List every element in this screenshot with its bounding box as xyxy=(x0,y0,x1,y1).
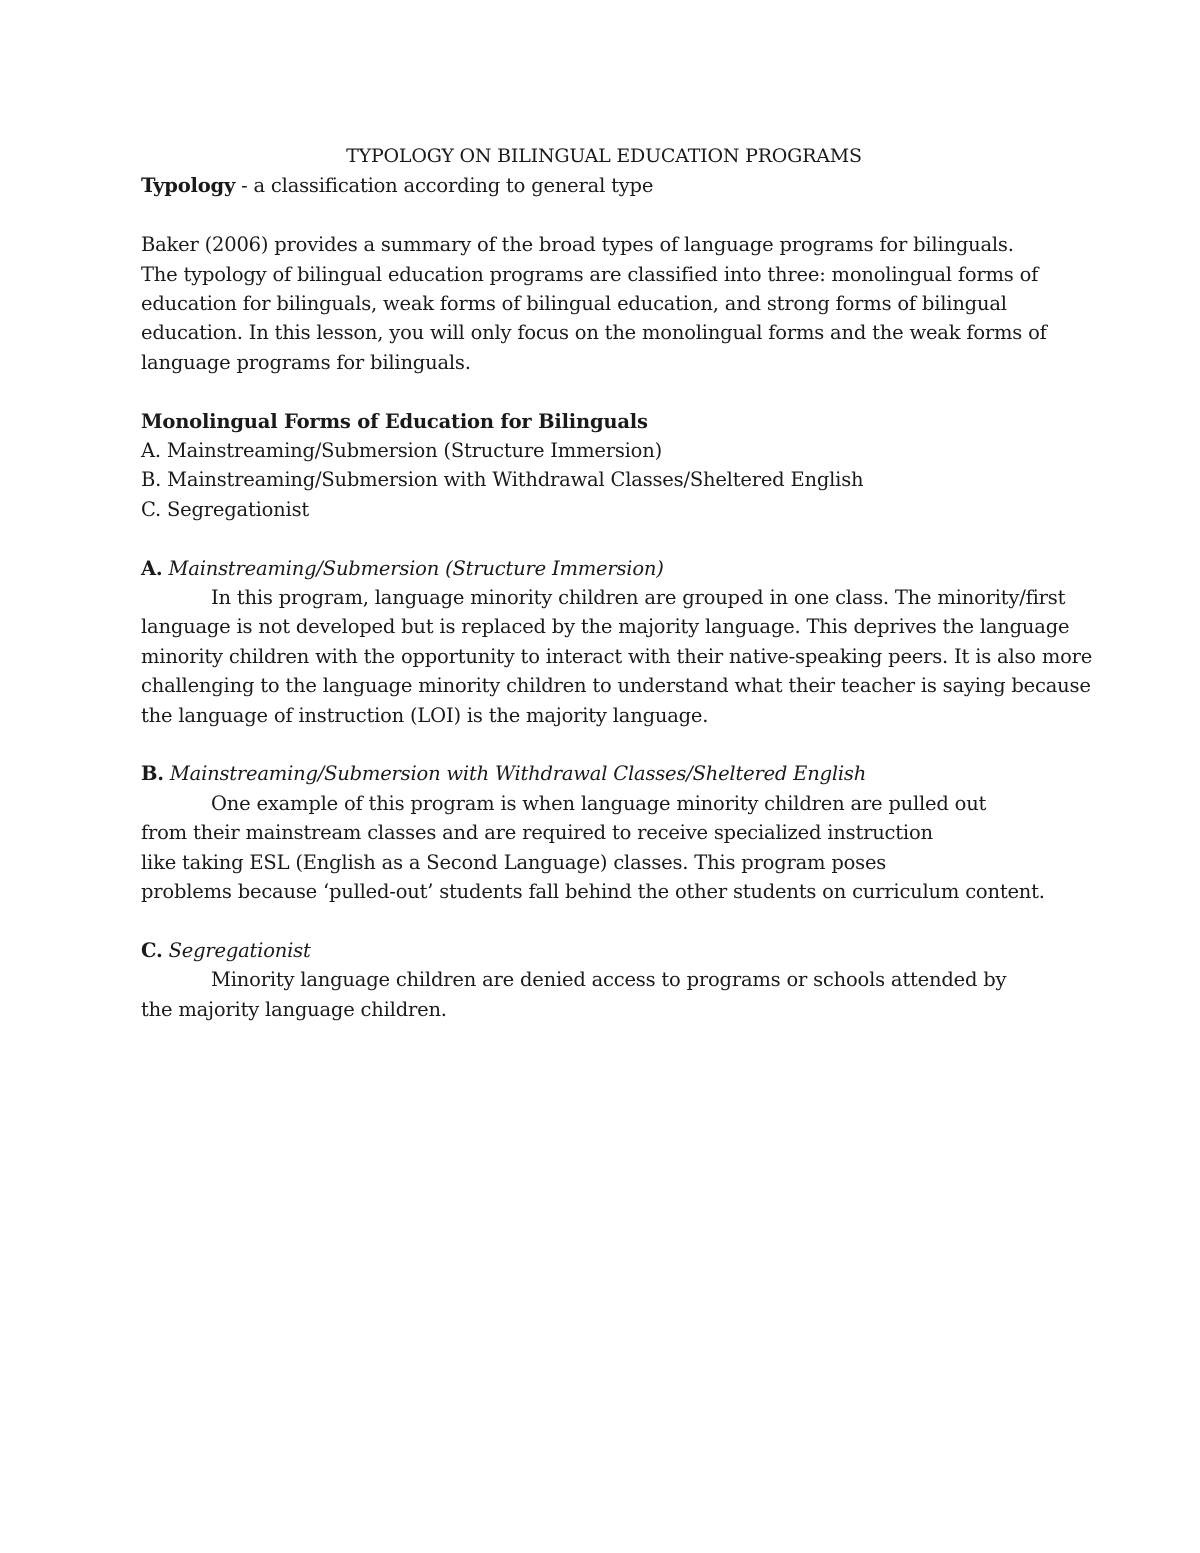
intro-line: language programs for bilinguals. xyxy=(141,350,471,374)
section-line: the language of instruction (LOI) is the majority language. xyxy=(141,703,709,727)
list-item: A. Mainstreaming/Submersion (Structure Immersion) xyxy=(141,439,662,463)
section-line: In this program, language minority children are grouped in one class. The minority/first xyxy=(211,586,1066,610)
section-line: Minority language children are denied access to programs or schools attended by xyxy=(211,968,1007,992)
section-line: problems because ‘pulled-out’ students fall behind the other students on curriculum content. xyxy=(141,880,1045,904)
intro-paragraph xyxy=(141,230,1071,377)
spacer xyxy=(141,730,1071,759)
section-name: Mainstreaming/Submersion (Structure Immersion) xyxy=(162,556,664,580)
document-page xyxy=(141,142,1093,1024)
page-title: TYPOLOGY ON BILINGUAL EDUCATION PROGRAMS xyxy=(346,145,862,167)
section-line: minority children with the opportunity to interact with their native-speaking peers. It is also more xyxy=(141,644,1093,668)
intro-line: education. In this lesson, you will only focus on the monolingual forms and the weak forms of xyxy=(141,321,1047,345)
intro-line: Baker (2006) provides a summary of the broad types of language programs for bilinguals. xyxy=(141,233,1014,257)
section-heading xyxy=(141,759,1071,788)
monolingual-list xyxy=(141,407,1071,525)
intro-line: The typology of bilingual education programs are classified into three: monolingual forms of xyxy=(141,262,1039,286)
definition-line xyxy=(141,171,1071,200)
section-a xyxy=(141,554,1093,730)
spacer xyxy=(141,524,1071,553)
list-item: C. Segregationist xyxy=(141,497,310,521)
section-line: the majority language children. xyxy=(141,997,447,1021)
section-line: One example of this program is when language minority children are pulled out xyxy=(211,791,987,815)
intro-line: education for bilinguals, weak forms of bilingual education, and strong forms of bilingual xyxy=(141,292,1007,316)
section-line: language is not developed but is replaced by the majority language. This deprives the language xyxy=(141,615,1070,639)
spacer xyxy=(141,377,1071,406)
spacer xyxy=(141,907,1071,936)
definition-text: - a classification according to general type xyxy=(235,174,654,198)
section-c xyxy=(141,936,1071,1024)
section-line: like taking ESL (English as a Second Language) classes. This program poses xyxy=(141,850,887,874)
section-line: challenging to the language minority children to understand what their teacher is saying because xyxy=(141,674,1091,698)
spacer xyxy=(141,201,1071,230)
section-name: Segregationist xyxy=(162,938,311,962)
section-letter: C. xyxy=(141,938,163,962)
definition-term: Typology xyxy=(141,174,236,198)
section-heading xyxy=(141,936,1071,965)
section-letter: B. xyxy=(141,762,164,786)
list-item: B. Mainstreaming/Submersion with Withdrawal Classes/Sheltered English xyxy=(141,468,864,492)
section-line: from their mainstream classes and are required to receive specialized instruction xyxy=(141,821,933,845)
section-heading xyxy=(141,554,1071,583)
section-name: Mainstreaming/Submersion with Withdrawal Classes/Sheltered English xyxy=(163,762,867,786)
monolingual-heading: Monolingual Forms of Education for Bilinguals xyxy=(141,409,648,433)
section-b xyxy=(141,759,1071,906)
section-letter: A. xyxy=(141,556,163,580)
